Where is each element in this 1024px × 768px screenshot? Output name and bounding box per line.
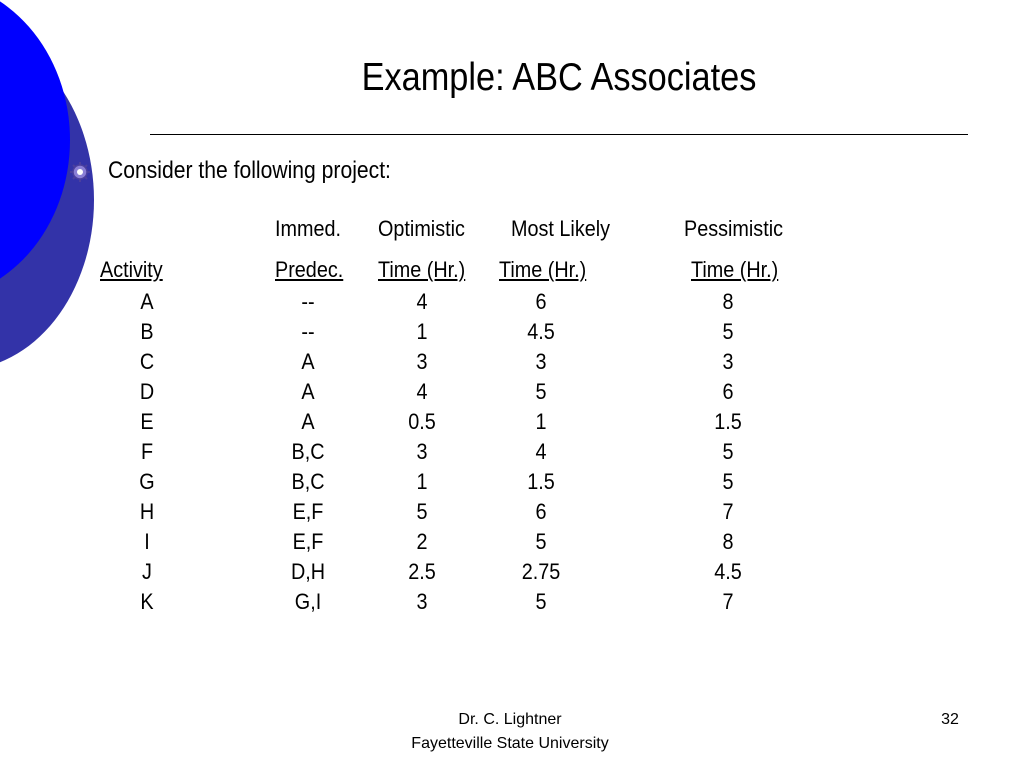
- header-immed: Immed.: [275, 216, 342, 241]
- cell-predecessors: --: [301, 289, 315, 314]
- cell-most-likely: 2.75: [521, 559, 561, 584]
- footer-institution: Fayetteville State University: [411, 735, 609, 752]
- cell-predecessors: E,F: [292, 529, 324, 554]
- cell-activity: I: [144, 529, 150, 554]
- cell-optimistic: 2.5: [408, 559, 436, 584]
- cell-pessimistic: 4.5: [714, 559, 742, 584]
- cell-activity: D: [139, 379, 155, 404]
- cell-predecessors: D,H: [290, 559, 326, 584]
- cell-pessimistic: 7: [722, 499, 734, 524]
- cell-predecessors: B,C: [291, 439, 325, 464]
- header-most-likely: Most Likely: [511, 216, 611, 241]
- cell-pessimistic: 7: [722, 589, 734, 614]
- cell-optimistic: 5: [416, 499, 428, 524]
- footer-author: Dr. C. Lightner: [458, 711, 562, 728]
- cell-predecessors: B,C: [291, 469, 325, 494]
- cell-pessimistic: 1.5: [714, 409, 742, 434]
- title-divider: [150, 134, 968, 135]
- cell-activity: B: [140, 319, 154, 344]
- cell-optimistic: 3: [416, 589, 428, 614]
- cell-predecessors: A: [301, 349, 315, 374]
- cell-pessimistic: 8: [722, 289, 734, 314]
- decorative-circles: [0, 0, 120, 380]
- cell-activity: G: [139, 469, 155, 494]
- page-number: 32: [941, 711, 959, 728]
- cell-most-likely: 4.5: [527, 319, 555, 344]
- slide-title: Example: ABC Associates: [361, 56, 757, 99]
- cell-pessimistic: 3: [722, 349, 734, 374]
- cell-predecessors: --: [301, 319, 315, 344]
- cell-most-likely: 1: [535, 409, 547, 434]
- cell-optimistic: 1: [416, 469, 428, 494]
- header-predec: Predec.: [275, 257, 344, 282]
- cell-pessimistic: 5: [722, 469, 734, 494]
- header-pessimistic: Pessimistic: [684, 216, 784, 241]
- cell-most-likely: 5: [535, 379, 547, 404]
- cell-predecessors: A: [301, 409, 315, 434]
- cell-optimistic: 3: [416, 439, 428, 464]
- cell-predecessors: A: [301, 379, 315, 404]
- gear-bullet-icon: [69, 161, 91, 183]
- cell-pessimistic: 8: [722, 529, 734, 554]
- cell-most-likely: 1.5: [527, 469, 555, 494]
- header-pess-time: Time (Hr.): [691, 257, 779, 282]
- cell-optimistic: 4: [416, 289, 428, 314]
- header-opt-time: Time (Hr.): [378, 257, 466, 282]
- cell-predecessors: E,F: [292, 499, 324, 524]
- cell-most-likely: 5: [535, 529, 547, 554]
- cell-pessimistic: 5: [722, 319, 734, 344]
- cell-activity: F: [140, 439, 154, 464]
- cell-activity: C: [139, 349, 155, 374]
- cell-optimistic: 0.5: [408, 409, 436, 434]
- cell-most-likely: 3: [535, 349, 547, 374]
- cell-predecessors: G,I: [294, 589, 322, 614]
- bullet-text: Consider the following project:: [108, 157, 391, 184]
- cell-most-likely: 6: [535, 499, 547, 524]
- cell-most-likely: 5: [535, 589, 547, 614]
- cell-activity: J: [142, 559, 152, 584]
- cell-activity: A: [140, 289, 154, 314]
- cell-optimistic: 3: [416, 349, 428, 374]
- cell-pessimistic: 5: [722, 439, 734, 464]
- cell-optimistic: 2: [416, 529, 428, 554]
- header-ml-time: Time (Hr.): [499, 257, 587, 282]
- cell-pessimistic: 6: [722, 379, 734, 404]
- header-optimistic: Optimistic: [378, 216, 465, 241]
- cell-optimistic: 4: [416, 379, 428, 404]
- cell-activity: H: [139, 499, 155, 524]
- cell-most-likely: 4: [535, 439, 547, 464]
- header-activity: Activity: [100, 257, 163, 282]
- cell-optimistic: 1: [416, 319, 428, 344]
- cell-most-likely: 6: [535, 289, 547, 314]
- cell-activity: K: [140, 589, 154, 614]
- footer: [360, 708, 660, 756]
- cell-activity: E: [140, 409, 154, 434]
